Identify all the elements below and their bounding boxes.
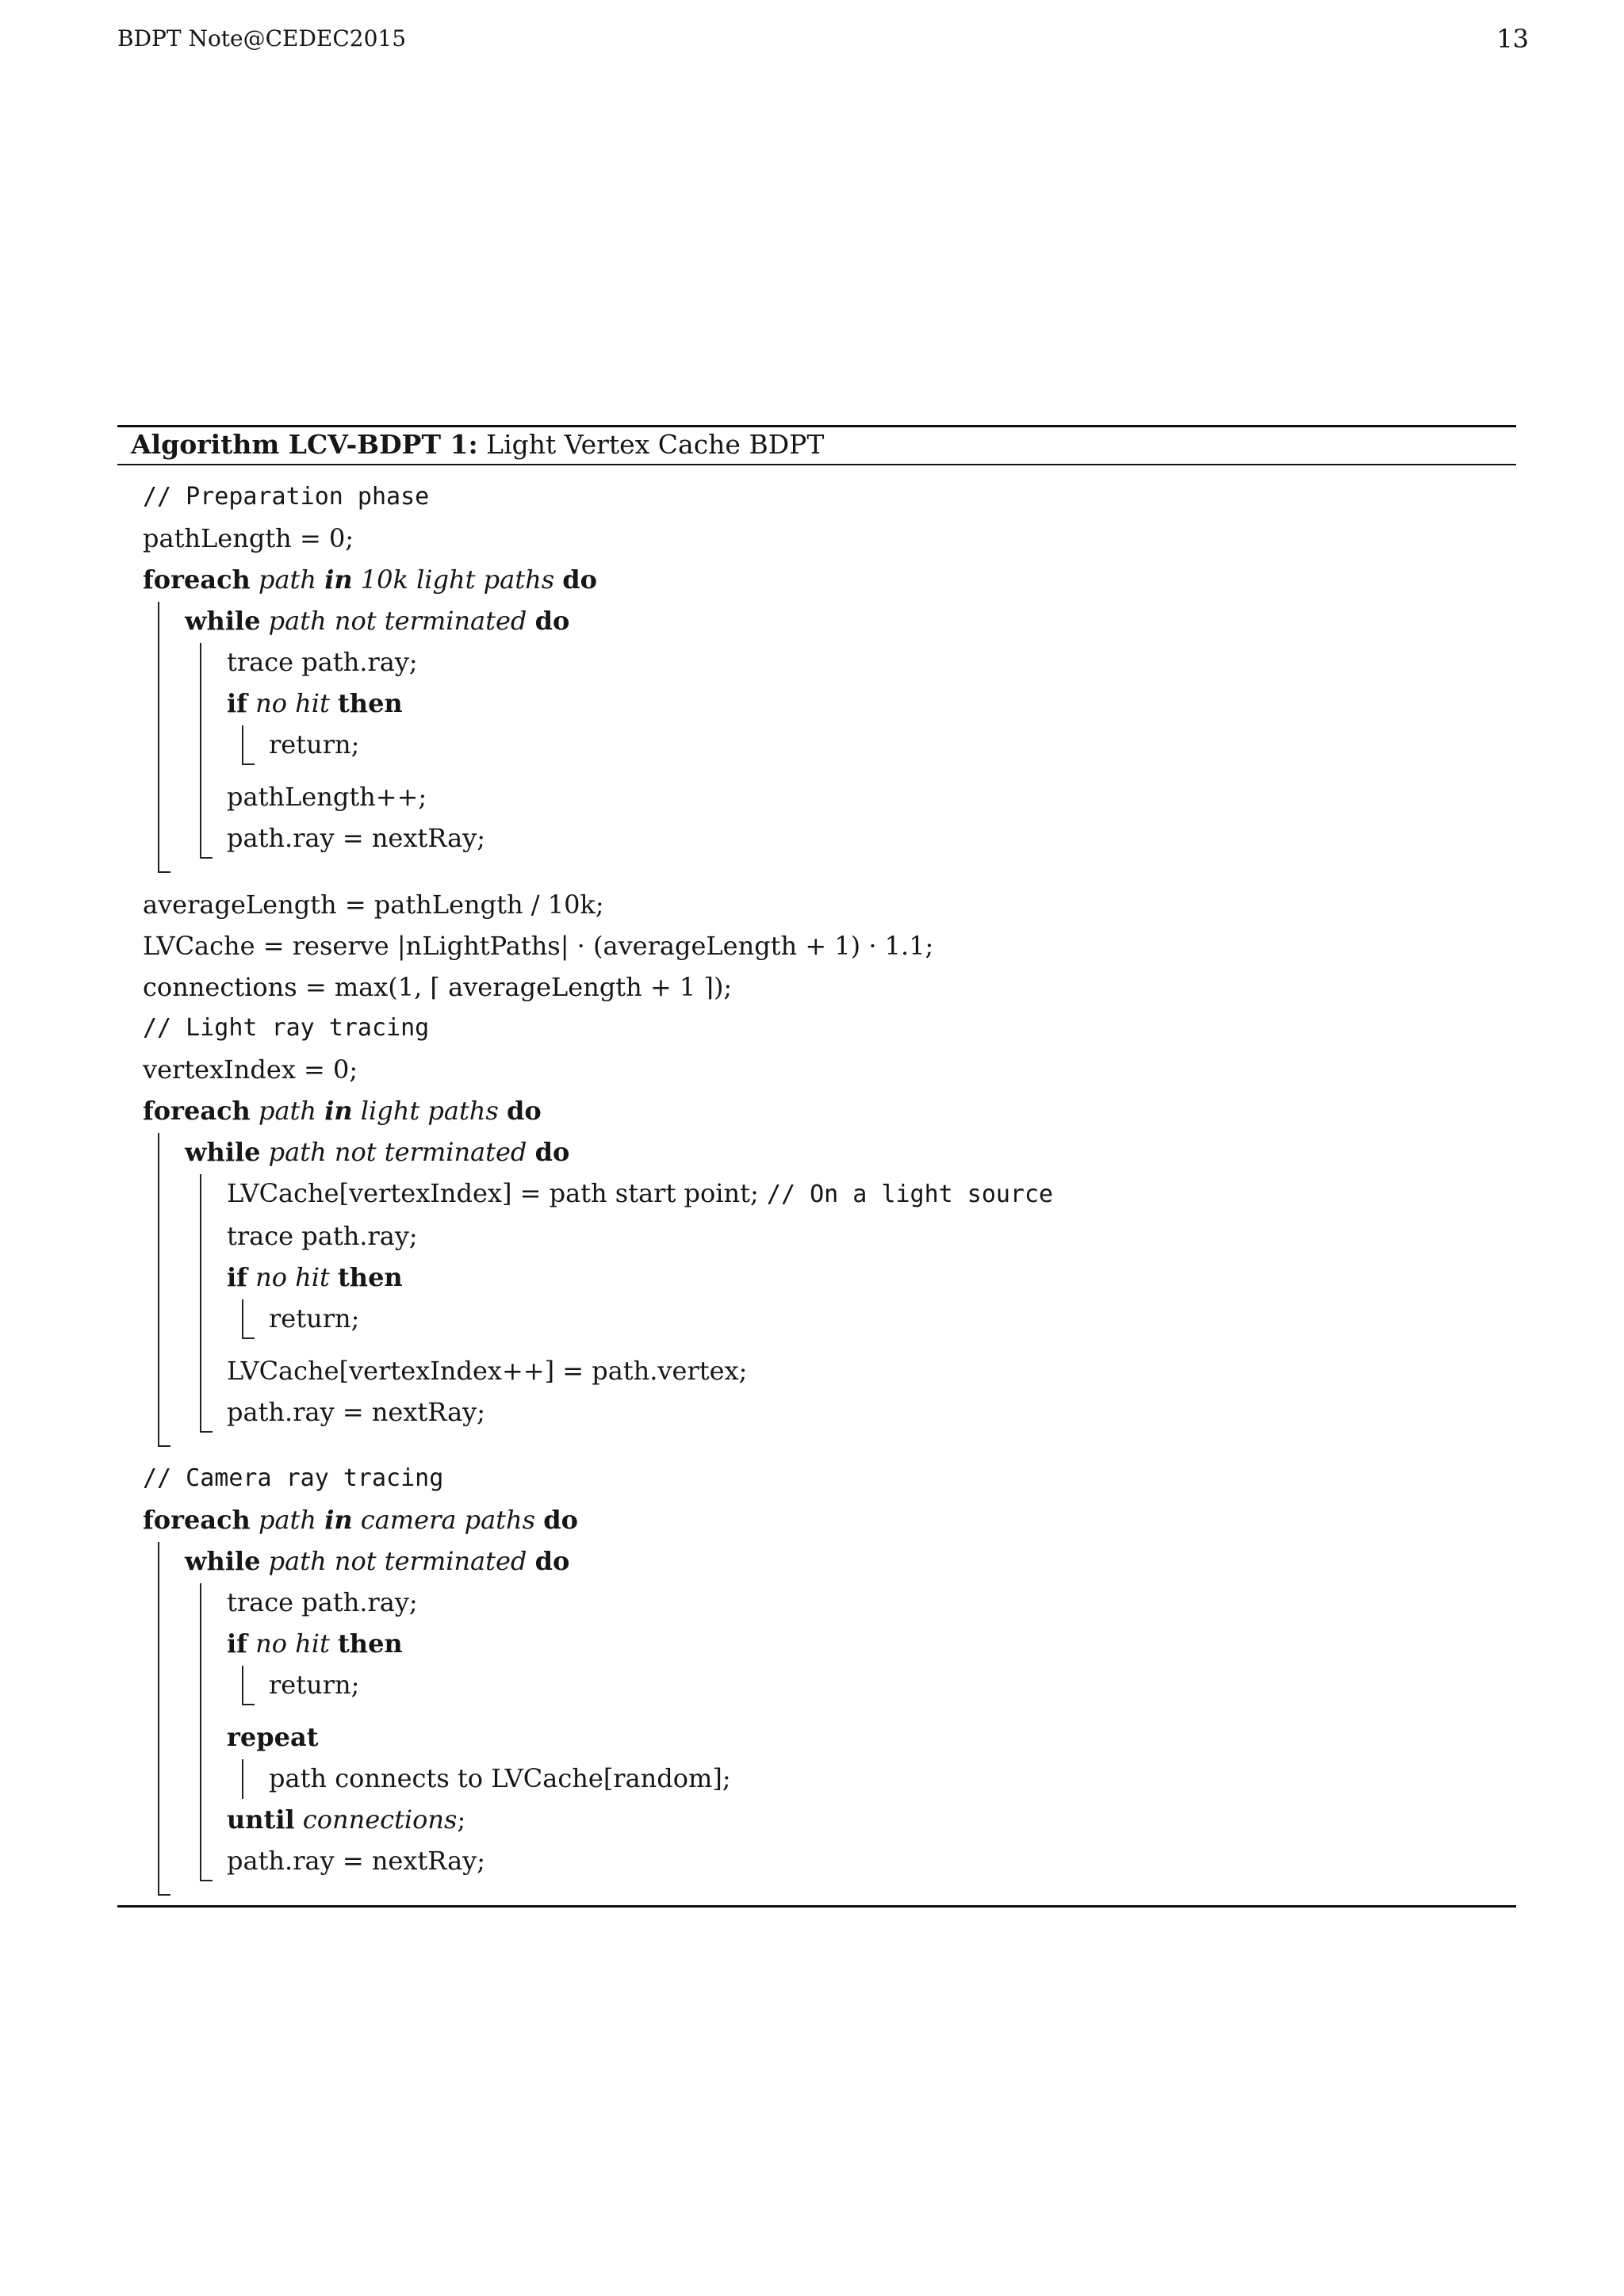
comment-camera-ray-tracing: // Camera ray tracing [143, 1464, 444, 1492]
algorithm-body [117, 465, 1516, 1896]
while-header: while path not terminated do [185, 606, 570, 636]
code-line: LVCache[vertexIndex++] = path.vertex; [227, 1356, 748, 1386]
code-line: return; [269, 729, 360, 760]
code-line: path.ray = nextRay; [227, 1397, 486, 1427]
comment-light-ray-tracing: // Light ray tracing [143, 1014, 430, 1042]
if-header: if no hit then [227, 688, 403, 718]
repeat-block [227, 1758, 1516, 1799]
while-block [185, 1173, 1516, 1433]
code-line: averageLength = pathLength / 10k; [143, 890, 604, 920]
algorithm-label: Algorithm LCV-BDPT 1: [131, 429, 478, 460]
code-line: path connects to LVCache[random]; [269, 1763, 731, 1793]
foreach-block [143, 1540, 1516, 1896]
foreach-block [143, 600, 1516, 873]
if-header: if no hit then [227, 1628, 403, 1659]
bottom-rule [117, 1905, 1516, 1908]
while-header: while path not terminated do [185, 1137, 570, 1167]
code-line: vertexIndex = 0; [143, 1054, 358, 1085]
code-line: LVCache = reserve |nLightPaths| · (averageLength + 1) · 1.1; [143, 931, 934, 961]
code-line: trace path.ray; [227, 647, 418, 677]
while-block [185, 1582, 1516, 1881]
comment-preparation: // Preparation phase [143, 483, 430, 511]
if-block [227, 1664, 1516, 1705]
inline-comment: // On a light source [766, 1181, 1054, 1208]
foreach-header: foreach path in 10k light paths do [143, 564, 597, 595]
while-header: while path not terminated do [185, 1546, 570, 1576]
running-header: BDPT Note@CEDEC2015 [117, 25, 407, 52]
while-block [185, 641, 1516, 859]
foreach-header: foreach path in camera paths do [143, 1505, 578, 1535]
code-line: trace path.ray; [227, 1587, 418, 1617]
if-header: if no hit then [227, 1262, 403, 1292]
foreach-block [143, 1131, 1516, 1447]
until-line: until connections; [227, 1804, 466, 1835]
algorithm-box [117, 425, 1516, 1908]
code-line: trace path.ray; [227, 1221, 418, 1251]
algorithm-caption [117, 427, 1516, 464]
foreach-header: foreach path in light paths do [143, 1096, 542, 1126]
code-line: connections = max(1, ⌈ averageLength + 1 ⌉); [143, 972, 733, 1002]
algorithm-title: Light Vertex Cache BDPT [486, 429, 825, 460]
if-block [227, 724, 1516, 765]
if-block [227, 1298, 1516, 1339]
code-line: pathLength++; [227, 782, 427, 812]
code-line: return; [269, 1303, 360, 1334]
page-number: 13 [1496, 24, 1529, 54]
code-line: path.ray = nextRay; [227, 1846, 486, 1876]
code-line: LVCache[vertexIndex] = path start point; // On a light source [227, 1178, 1054, 1208]
repeat-header: repeat [227, 1722, 319, 1752]
code-line: pathLength = 0; [143, 523, 354, 553]
code-line: path.ray = nextRay; [227, 823, 486, 853]
code-line: return; [269, 1670, 360, 1700]
